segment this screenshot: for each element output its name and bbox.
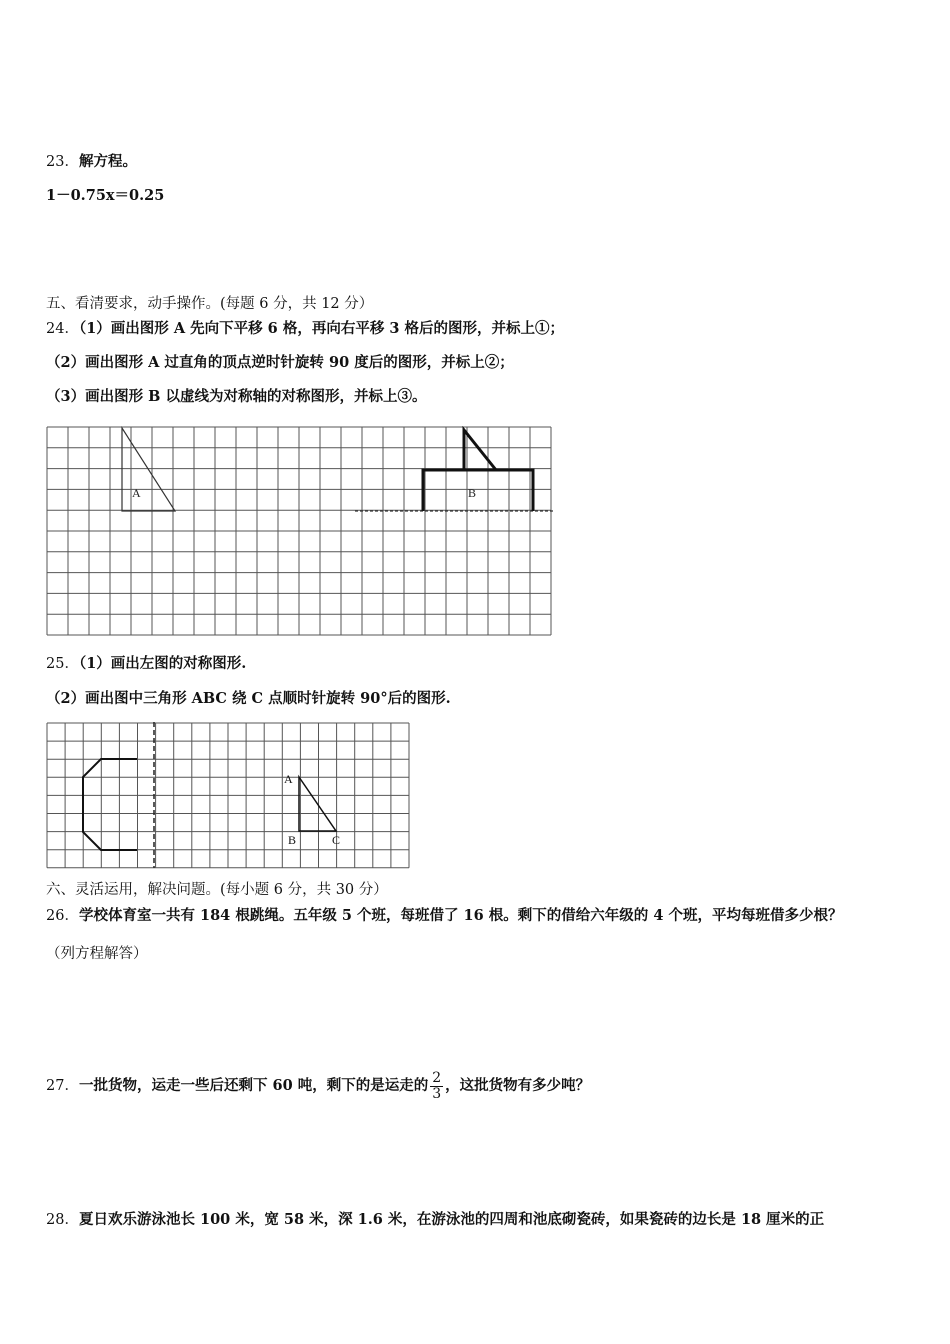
q27-fraction-numerator: 2 <box>432 1069 442 1086</box>
q23-equation: 1－0.75x＝0.25 <box>46 187 165 204</box>
q27-text-before: 一批货物，运走一些后还剩下 60 吨，剩下的是运走的 <box>78 1077 429 1094</box>
q24-part1: （1）画出图形 A 先向下平移 6 格，再向右平移 3 格后的图形，并标上①； <box>78 320 565 337</box>
section5-heading: 五、看清要求，动手操作。(每题 6 分，共 12 分） <box>46 296 374 312</box>
section6-heading: 六、灵活运用，解决问题。(每小题 6 分，共 30 分） <box>46 882 388 898</box>
q27-fraction-denominator: 3 <box>432 1085 442 1102</box>
q23-line <box>46 153 137 171</box>
q26-line <box>46 907 842 925</box>
q28-text: 夏日欢乐游泳池长 100 米，宽 58 米，深 1.6 米，在游泳池的四周和池底砌瓷砖，如果瓷砖的边长是 18 厘米的正 <box>78 1211 825 1228</box>
q27-fraction <box>430 1071 443 1102</box>
q24-number: 24． <box>46 321 79 337</box>
q28-line <box>46 1211 824 1229</box>
q24-label-b: B <box>468 486 477 500</box>
q25-number: 25． <box>46 656 79 672</box>
q25-half-shape <box>83 759 137 850</box>
q24-part2: （2）画出图形 A 过直角的顶点逆时针旋转 90 度后的图形，并标上②； <box>46 354 514 371</box>
q26-note: （列方程解答） <box>46 946 148 962</box>
q24-label-a: A <box>132 486 141 500</box>
q23-number: 23． <box>46 154 79 170</box>
q24-line1 <box>46 320 564 338</box>
q27-line <box>46 1066 590 1106</box>
q27-number: 27． <box>46 1078 79 1094</box>
q25-grid-figure <box>46 722 410 870</box>
q24-shape-b-rect <box>423 470 533 511</box>
q25-line1 <box>46 655 246 673</box>
q23-text: 解方程。 <box>78 153 137 170</box>
q25-label-a: A <box>284 772 293 786</box>
q25-label-b: B <box>288 833 297 847</box>
q25-part2: （2）画出图中三角形 ABC 绕 C 点顺时针旋转 90°后的图形. <box>46 690 451 707</box>
q24-triangle-a <box>122 428 175 511</box>
q28-number: 28． <box>46 1212 79 1228</box>
q27-text-after: ，这批货物有多少吨？ <box>445 1077 591 1094</box>
q24-grid-figure <box>46 426 556 638</box>
q25-part1: （1）画出左图的对称图形. <box>78 655 247 672</box>
q26-text: 学校体育室一共有 184 根跳绳。五年级 5 个班，每班借了 16 根。剩下的借给六年级的 4 个班，平均每班借多少根？ <box>78 907 843 924</box>
q25-label-c: C <box>332 833 341 847</box>
q26-number: 26． <box>46 908 79 924</box>
q25-triangle-abc <box>299 777 336 831</box>
q24-shape-b-triangle <box>464 430 496 470</box>
q24-part3: （3）画出图形 B 以虚线为对称轴的对称图形，并标上③。 <box>46 388 427 405</box>
